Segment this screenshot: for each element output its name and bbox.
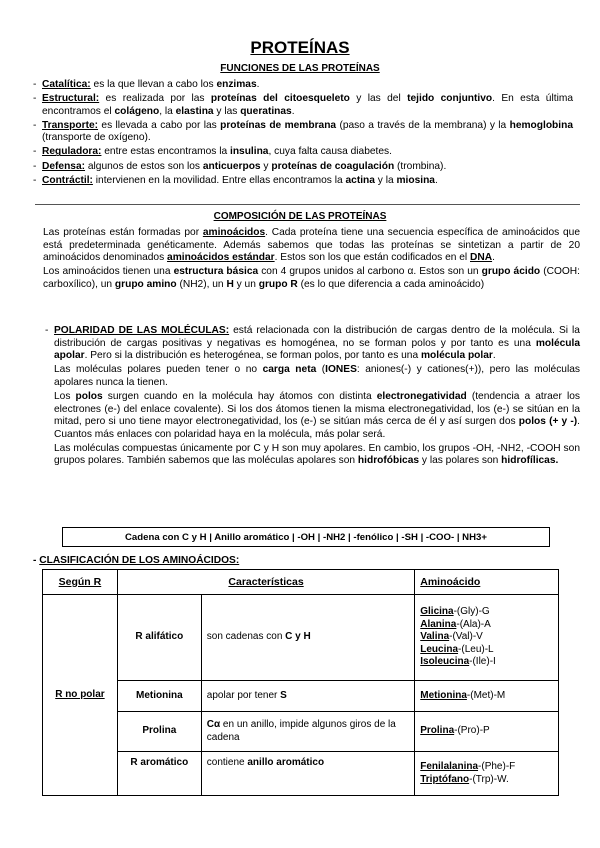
- funciones-list: [33, 79, 573, 189]
- section-heading-composicion: COMPOSICIÓN DE LAS PROTEÍNAS: [213, 211, 387, 222]
- bullet-dash: -: [33, 93, 37, 105]
- function-term: Contráctil:: [42, 174, 93, 186]
- list-item: Valina-(Val)-V: [420, 631, 483, 643]
- table-row: [43, 752, 559, 796]
- amino-acid-cell: [415, 595, 559, 681]
- function-term: Reguladora:: [42, 146, 102, 158]
- header-segun-r: Según R: [43, 570, 118, 595]
- amino-acid-cell: Prolina-(Pro)-P: [415, 712, 559, 752]
- subgroup-cell: R aromático: [117, 752, 201, 796]
- function-term: Defensa:: [42, 160, 86, 172]
- description-cell: son cadenas con C y H: [201, 595, 414, 681]
- list-item: Isoleucina-(Ile)-I: [420, 656, 496, 668]
- table-row: [43, 595, 559, 681]
- header-caracteristicas: Características: [117, 570, 414, 595]
- table-row: [43, 681, 559, 712]
- list-item: [45, 325, 580, 470]
- page-title: PROTEÍNAS: [250, 38, 350, 57]
- section-heading-funciones: FUNCIONES DE LAS PROTEÍNAS: [220, 63, 380, 74]
- table-header-row: [43, 570, 559, 595]
- group-cell: R no polar: [43, 595, 118, 796]
- description-cell: Cα en un anillo, impide algunos giros de la cadena: [201, 712, 414, 752]
- paragraph: Los aminoácidos tienen una estructura básica con 4 grupos unidos al carbono α. Estos son un grupo ácido (COOH: carboxílico), un grupo amino (NH2), un H y un grupo R (es lo que diferencia a cada aminoácido): [43, 266, 580, 290]
- amino-acid-cell: Metionina-(Met)-M: [415, 681, 559, 712]
- list-item: - Reguladora: entre estas encontramos la insulina, cuya falta causa diabetes.: [33, 146, 392, 158]
- subgroup-cell: Prolina: [117, 712, 201, 752]
- function-term: Catalítica:: [42, 79, 91, 90]
- list-item: - Defensa: algunos de estos son los anticuerpos y proteínas de coagulación (trombina).: [33, 160, 447, 172]
- amino-acid-table: [42, 569, 559, 796]
- bullet-dash: -: [33, 146, 37, 158]
- header-aminoacido: Aminoácido: [415, 570, 559, 595]
- paragraph: Las proteínas están formadas por aminoácidos. Cada proteína tiene una secuencia específica de aminoácidos que está predeterminada genéticamente. Además sabemos que todas las proteínas se sintetizan a partir de 20 aminoácidos denominados aminoácidos estándar. Estos son los que están codificados en el DNA.: [43, 227, 580, 264]
- paragraph: Las moléculas compuestas únicamente por C y H son muy apolares. En cambio, los grupos -OH, -NH2, -COOH son grupos polares. También sabemos que las moléculas apolares son hidrofóbicas y las polares son hidrofílicas.: [54, 442, 580, 467]
- description-cell: apolar por tener S: [201, 681, 414, 712]
- list-item: - Transporte: es llevada a cabo por las proteínas de membrana (paso a través de la membrana) y la hemoglobina (transporte de oxígeno).: [33, 119, 573, 144]
- list-item: Leucina-(Leu)-L: [420, 643, 494, 655]
- list-item: - Estructural: es realizada por las proteínas del citoesqueleto y las del tejido conjuntivo. En esta última encontramos el colágeno, la elastina y las queratinas.: [33, 93, 573, 117]
- list-item: - Catalítica: es la que llevan a cabo los enzimas.: [33, 79, 260, 90]
- bullet-dash: -: [33, 119, 37, 131]
- paragraph: POLARIDAD DE LAS MOLÉCULAS: está relacionada con la distribución de cargas dentro de la molécula. Si la distribución de cargas positivas y negativas es homogénea, no se forman polos y por tanto es una molécula apolar. Pero si la distribución es heterogénea, se forman polos, por tanto es una molécula polar.: [54, 325, 580, 362]
- table-row: [43, 712, 559, 752]
- polarity-groups-box: Cadena con C y H | Anillo aromático | -OH | -NH2 | -fenólico | -SH | -COO- | NH3+: [62, 527, 550, 547]
- function-term: Estructural:: [42, 93, 100, 105]
- section-divider: [35, 204, 580, 205]
- subgroup-cell: Metionina: [117, 681, 201, 712]
- composicion-text: [43, 227, 580, 293]
- bullet-dash: -: [33, 555, 40, 566]
- bullet-dash: -: [33, 160, 37, 172]
- list-item: Triptófano-(Trp)-W.: [420, 773, 509, 785]
- bullet-dash: -: [33, 79, 37, 90]
- polaridad-section: [45, 325, 580, 470]
- function-term: Transporte:: [42, 119, 99, 131]
- amino-acid-cell: [415, 752, 559, 796]
- polaridad-term: POLARIDAD DE LAS MOLÉCULAS:: [54, 325, 230, 336]
- list-item: Alanina-(Ala)-A: [420, 618, 491, 630]
- clasificacion-heading: - CLASIFICACIÓN DE LOS AMINOÁCIDOS:: [33, 555, 240, 566]
- description-cell: contiene anillo aromático: [201, 752, 414, 796]
- list-item: - Contráctil: intervienen en la movilidad. Entre ellas encontramos la actina y la miosina.: [33, 174, 438, 186]
- list-item: Glicina-(Gly)-G: [420, 606, 490, 618]
- paragraph: Los polos surgen cuando en la molécula hay átomos con distinta electronegatividad (tendencia a atraer los electrones (e-) del enlace covalente). Si los dos átomos tienen la misma electronegatividad, los (e-) se sitúan en la mitad, pero si uno tiene mayor electronegatividad, los (e-) se sitúan más cerca de él y así surgen dos polos (+ y -). Cuantos más enlaces con polaridad haya en la molécula, más polar será.: [54, 390, 581, 440]
- bullet-dash: -: [45, 325, 49, 336]
- bullet-dash: -: [33, 174, 37, 186]
- list-item: Fenilalanina-(Phe)-F: [420, 761, 516, 772]
- paragraph: Las moléculas polares pueden tener o no carga neta (IONES: aniones(-) y cationes(+)), pero las moléculas apolares nunca la tienen.: [54, 364, 580, 388]
- subgroup-cell: R alifático: [117, 595, 201, 681]
